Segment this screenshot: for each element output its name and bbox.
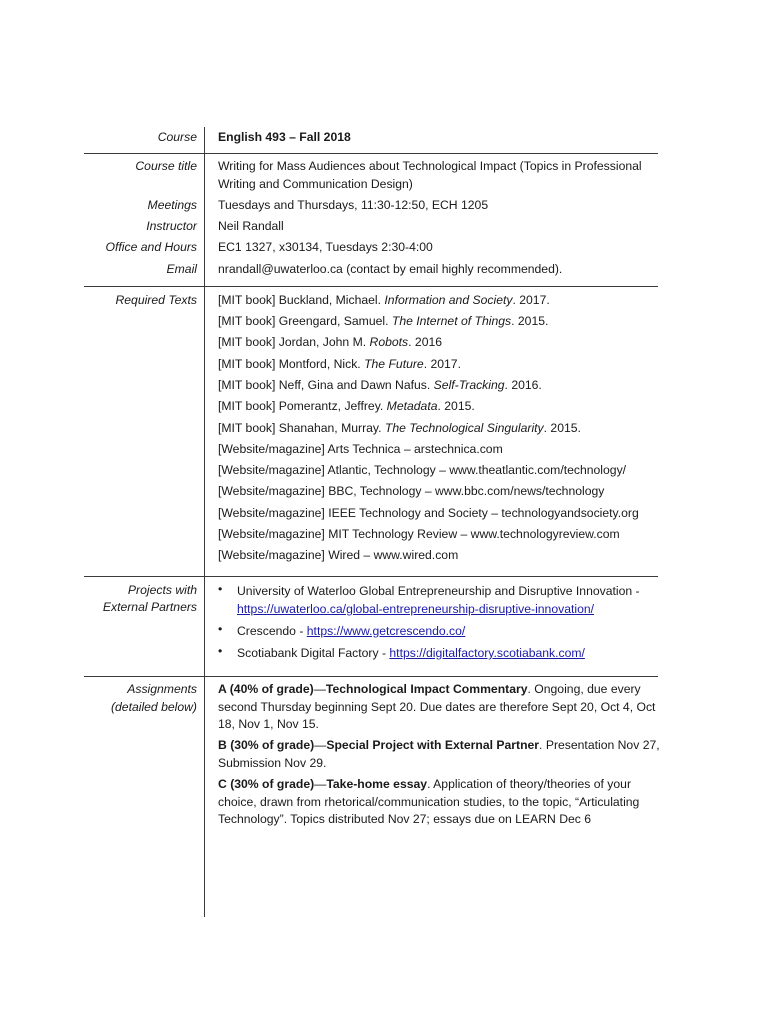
- book-item: [MIT book] Montford, Nick. The Future. 2017.: [218, 357, 461, 371]
- assignment-b: B (30% of grade)—Special Project with External Partner. Presentation Nov 27, Submission Nov 29.: [218, 738, 660, 770]
- row-divider: [84, 286, 658, 287]
- book-item: [MIT book] Greengard, Samuel. The Internet of Things. 2015.: [218, 314, 549, 328]
- website-item: [Website/magazine] IEEE Technology and Society – technologyandsociety.org: [218, 506, 639, 520]
- email-label: Email: [166, 262, 197, 276]
- required-texts-label: Required Texts: [115, 293, 197, 307]
- website-item: [Website/magazine] Arts Technica – arstechnica.com: [218, 442, 503, 456]
- project-item-waterloo: University of Waterloo Global Entrepreneurship and Disruptive Innovation - https://uwaterloo.ca/global-entrepreneurship-disruptive-innovation/: [237, 584, 640, 616]
- project-item-scotiabank: Scotiabank Digital Factory - https://digitalfactory.scotiabank.com/: [237, 646, 585, 660]
- crescendo-link[interactable]: https://www.getcrescendo.co/: [306, 624, 466, 638]
- row-divider: [84, 676, 658, 677]
- course-title-line2: Writing and Communication Design): [218, 177, 413, 191]
- row-divider: [84, 576, 658, 577]
- projects-label-line1: Projects with: [127, 583, 197, 597]
- email-value: nrandall@uwaterloo.ca (contact by email highly recommended).: [218, 262, 563, 276]
- book-item: [MIT book] Pomerantz, Jeffrey. Metadata. 2015.: [218, 399, 475, 413]
- website-item: [Website/magazine] Atlantic, Technology – www.theatlantic.com/technology/: [218, 463, 627, 477]
- book-item: [MIT book] Jordan, John M. Robots. 2016: [218, 335, 443, 349]
- row-divider: [84, 153, 658, 154]
- meetings-value: Tuesdays and Thursdays, 11:30-12:50, ECH 1205: [218, 198, 489, 212]
- waterloo-link[interactable]: https://uwaterloo.ca/global-entrepreneurship-disruptive-innovation/: [237, 602, 595, 616]
- course-label: Course: [157, 130, 197, 144]
- book-item: [MIT book] Neff, Gina and Dawn Nafus. Self-Tracking. 2016.: [218, 378, 542, 392]
- instructor-value: Neil Randall: [218, 219, 284, 233]
- assignment-a: A (40% of grade)—Technological Impact Commentary. Ongoing, due every second Thursday beginning Sept 20. Due dates are therefore Sept 20, Oct 4, Oct 18, Nov 1, Nov 15.: [218, 682, 656, 731]
- book-item: [MIT book] Shanahan, Murray. The Technological Singularity. 2015.: [218, 421, 581, 435]
- bullet-icon: •: [218, 622, 223, 636]
- assignments-label-line1: Assignments: [127, 682, 197, 696]
- website-item: [Website/magazine] MIT Technology Review – www.technologyreview.com: [218, 527, 620, 541]
- projects-label-line2: External Partners: [102, 600, 197, 614]
- assignments-label-line2: (detailed below): [110, 700, 197, 714]
- office-hours-value: EC1 1327, x30134, Tuesdays 2:30-4:00: [218, 240, 433, 254]
- website-item: [Website/magazine] Wired – www.wired.com: [218, 548, 459, 562]
- bullet-icon: •: [218, 644, 223, 658]
- column-divider: [204, 127, 205, 917]
- course-title-line1: Writing for Mass Audiences about Technological Impact (Topics in Professional: [218, 159, 642, 173]
- website-item: [Website/magazine] BBC, Technology – www.bbc.com/news/technology: [218, 484, 605, 498]
- book-item: [MIT book] Buckland, Michael. Information and Society. 2017.: [218, 293, 550, 307]
- scotiabank-link[interactable]: https://digitalfactory.scotiabank.com/: [389, 646, 585, 660]
- office-hours-label: Office and Hours: [105, 240, 197, 254]
- course-title-label: Course title: [135, 159, 197, 173]
- bullet-icon: •: [218, 582, 223, 596]
- meetings-label: Meetings: [147, 198, 197, 212]
- instructor-label: Instructor: [146, 219, 197, 233]
- course-value: English 493 – Fall 2018: [218, 130, 351, 144]
- assignment-c: C (30% of grade)—Take-home essay. Application of theory/theories of your choice, drawn from rhetorical/communication studies, to the topic, “Articulating Technology”. Topics distributed Nov 27; essays due on LEARN Dec 6: [218, 777, 640, 826]
- project-item-crescendo: Crescendo - https://www.getcrescendo.co/: [237, 624, 466, 638]
